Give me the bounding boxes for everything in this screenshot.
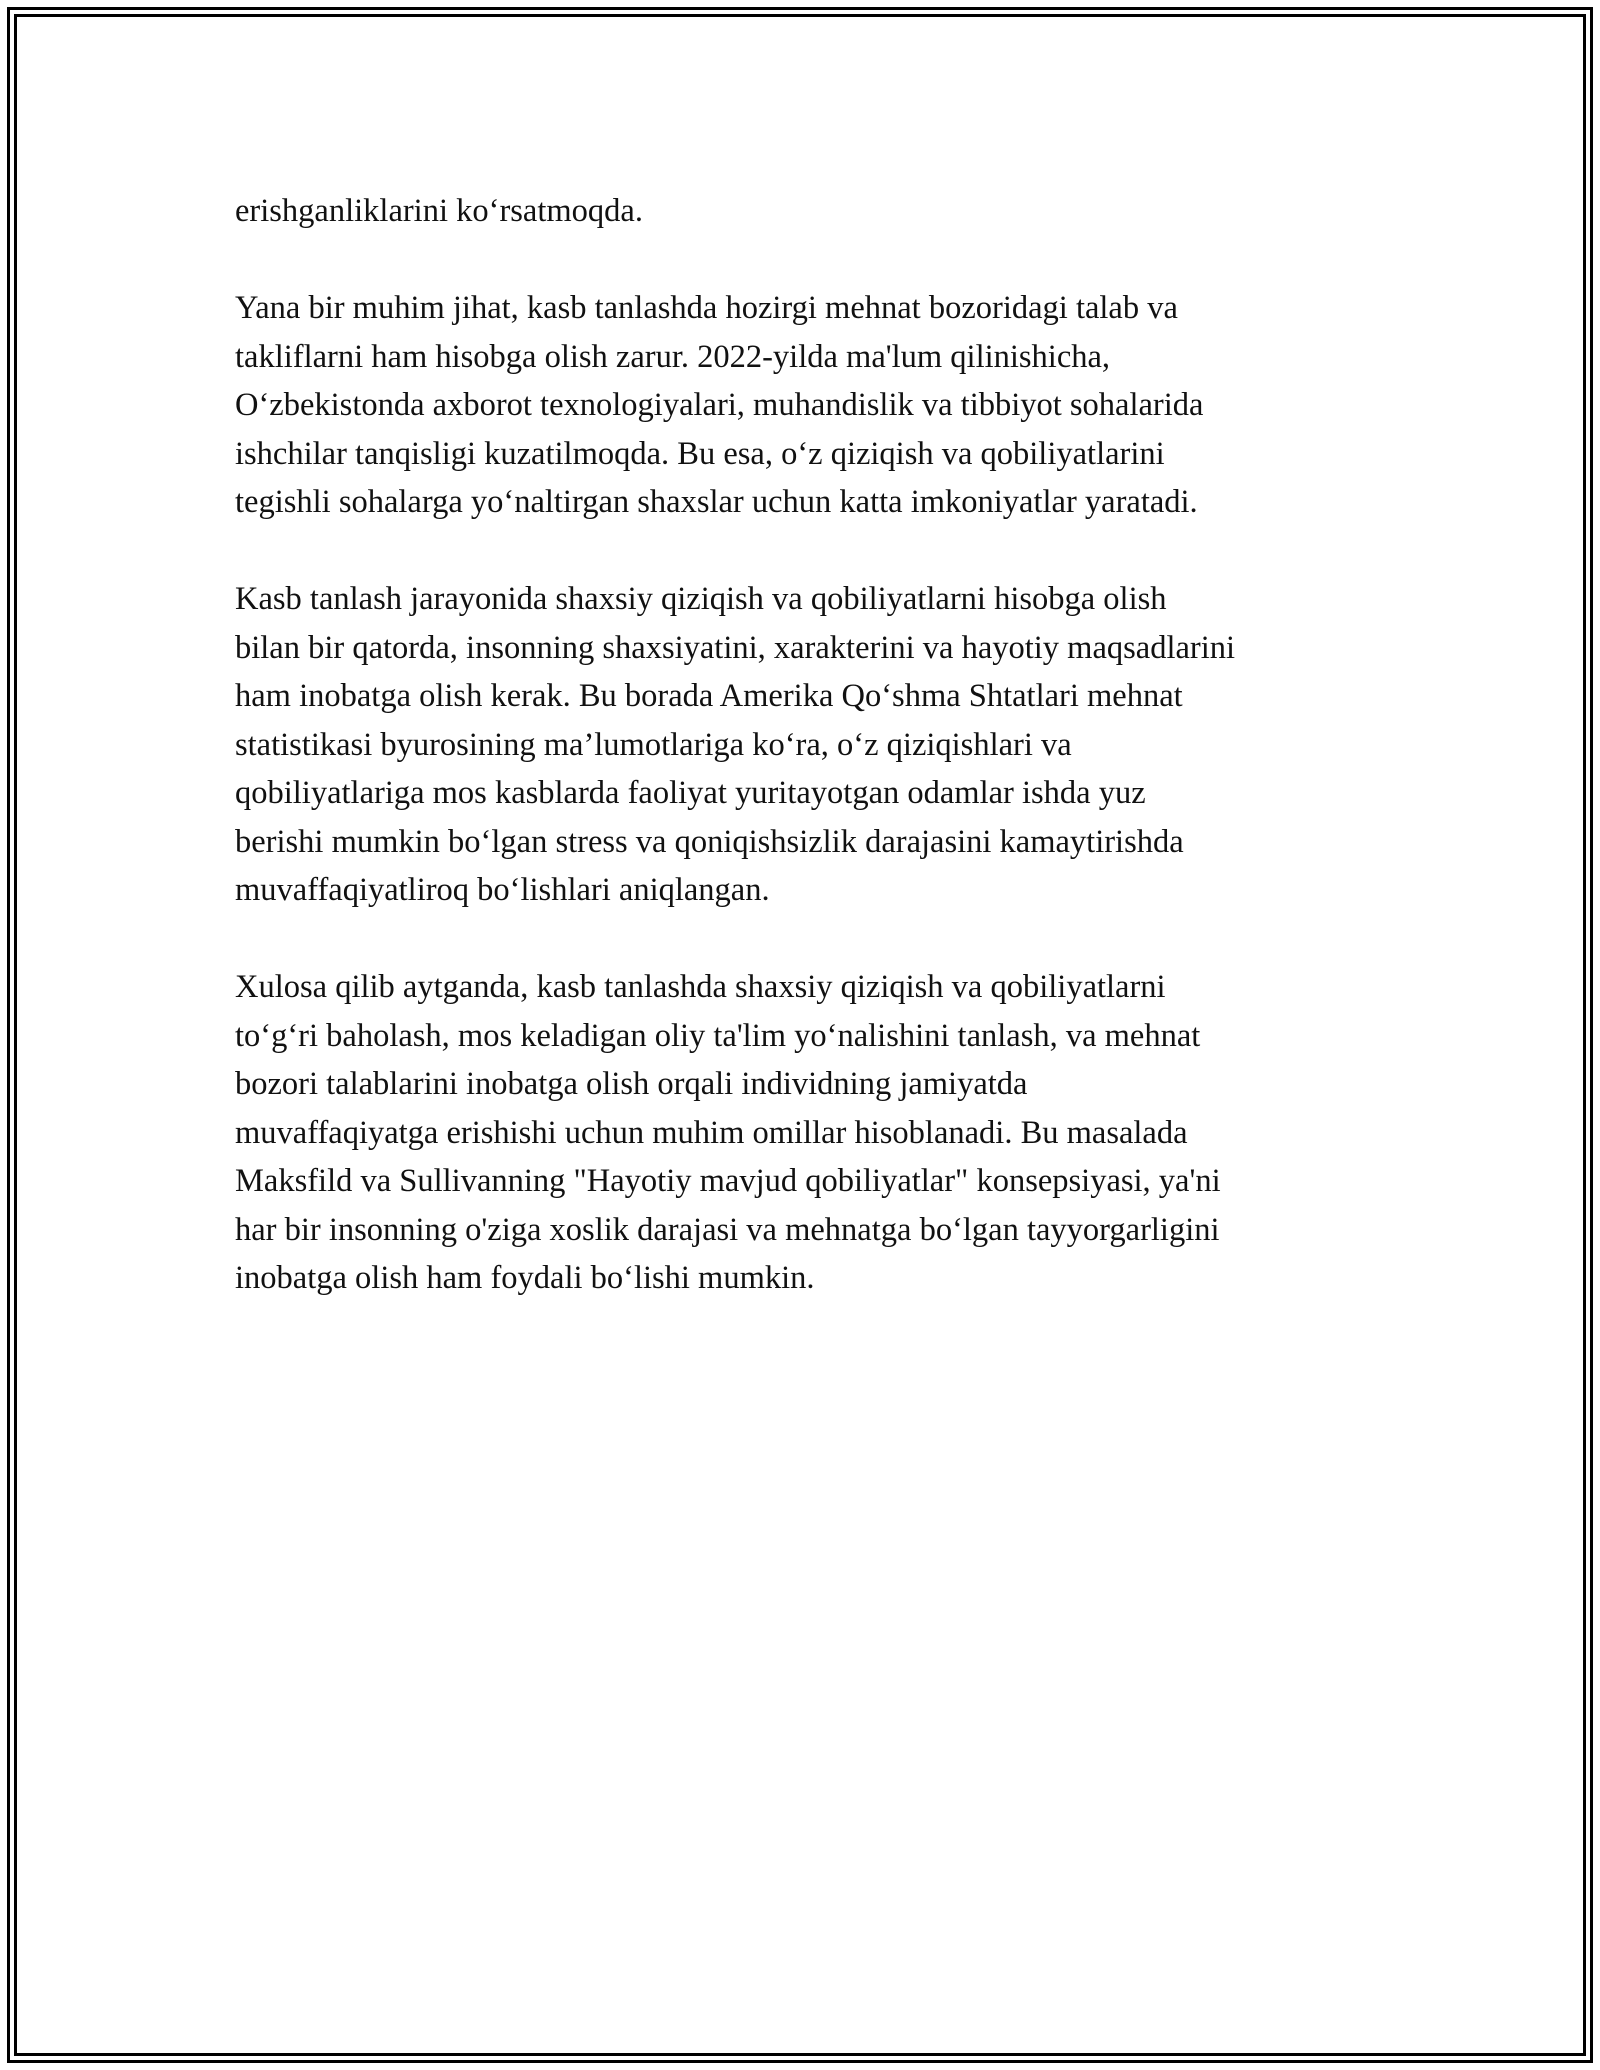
text-line: to‘g‘ri baholash, mos keladigan oliy ta'lim yo‘nalishini tanlash, va mehnat xyxy=(235,1017,1201,1054)
text-line: Xulosa qilib aytganda, kasb tanlashda shaxsiy qiziqish va qobiliyatlarni xyxy=(235,969,1166,1005)
text-line: erishganliklarini ko‘rsatmoqda. xyxy=(235,193,643,229)
paragraph-labor-market xyxy=(235,284,1395,527)
text-line: muvaffaqiyatga erishishi uchun muhim omillar hisoblanadi. Bu masalada xyxy=(235,1114,1188,1151)
text-line: ham inobatga olish kerak. Bu borada Amerika Qo‘shma Shtatlari mehnat xyxy=(235,678,1183,714)
text-line: berishi mumkin bo‘lgan stress va qoniqishsizlik darajasini kamaytirishda xyxy=(235,823,1184,860)
text-line: takliflarni ham hisobga olish zarur. 2022-yilda ma'lum qilinishicha, xyxy=(235,338,1111,375)
text-line: muvaffaqiyatliroq bo‘lishlari aniqlangan. xyxy=(235,872,770,908)
text-line: statistikasi byurosining ma’lumotlariga ko‘ra, o‘z qiziqishlari va xyxy=(235,726,1072,763)
paragraph-conclusion xyxy=(235,963,1395,1303)
text-line: Kasb tanlash jarayonida shaxsiy qiziqish va qobiliyatlarni hisobga olish xyxy=(235,581,1167,617)
text-line: bozori talablarini inobatga olish orqali individning jamiyatda xyxy=(235,1066,1028,1102)
paragraph-personality xyxy=(235,575,1395,915)
text-line: ishchilar tanqisligi kuzatilmoqda. Bu esa, o‘z qiziqish va qobiliyatlarini xyxy=(235,435,1165,472)
document-body xyxy=(235,187,1395,1351)
paragraph-continuation xyxy=(235,187,1395,236)
text-line: qobiliyatlariga mos kasblarda faoliyat yuritayotgan odamlar ishda yuz xyxy=(235,775,1146,811)
text-line: bilan bir qatorda, insonning shaxsiyatini, xarakterini va hayotiy maqsadlarini xyxy=(235,629,1236,666)
text-line: inobatga olish ham foydali bo‘lishi mumkin. xyxy=(235,1260,815,1296)
text-line: O‘zbekistonda axborot texnologiyalari, muhandislik va tibbiyot sohalarida xyxy=(235,387,1204,423)
text-line: tegishli sohalarga yo‘naltirgan shaxslar uchun katta imkoniyatlar yaratadi. xyxy=(235,484,1198,520)
text-line: Maksfild va Sullivanning "Hayotiy mavjud qobiliyatlar" konsepsiyasi, ya'ni xyxy=(235,1163,1221,1199)
text-line: har bir insonning o'ziga xoslik darajasi va mehnatga bo‘lgan tayyorgarligini xyxy=(235,1211,1220,1248)
text-line: Yana bir muhim jihat, kasb tanlashda hozirgi mehnat bozoridagi talab va xyxy=(235,290,1178,326)
